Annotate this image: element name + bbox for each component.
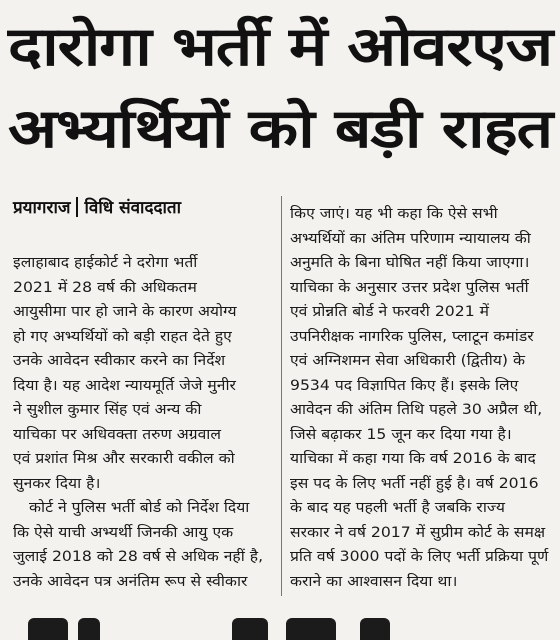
byline-separator xyxy=(76,197,78,217)
byline xyxy=(13,195,181,218)
body-line: के बाद यह पहली भर्ती है जबकि राज्य xyxy=(290,500,505,516)
body-line: हो गए अभ्यर्थियों को बड़ी राहत देते हुए xyxy=(13,328,232,345)
body-line: आयुसीमा पार हो जाने के कारण अयोग्य xyxy=(13,304,237,320)
body-line: सरकार ने वर्ष 2017 में सुप्रीम कोर्ट के समक्ष xyxy=(290,524,546,541)
headline-line-1: दारोगा भर्ती में ओवरएज xyxy=(8,15,552,78)
body-line: एवं प्रशांत मिश्र और सरकारी वकील को xyxy=(13,451,235,467)
body-line: याचिका के अनुसार उत्तर प्रदेश पुलिस भर्ती xyxy=(290,279,529,296)
reporter-credit: विधि संवाददाता xyxy=(84,198,182,218)
body-line: अनुमति के बिना घोषित नहीं किया जाएगा। xyxy=(290,255,530,271)
article-column-right xyxy=(290,202,554,594)
body-line-paragraph-start: कोर्ट ने पुलिस भर्ती बोर्ड को निर्देश दिया xyxy=(29,500,250,516)
headline-line-2: अभ्यर्थियों को बड़ी राहत xyxy=(8,97,552,160)
body-line: एवं अग्निशमन सेवा अधिकारी (द्वितीय) के xyxy=(290,353,526,369)
body-line: इलाहाबाद हाईकोर्ट ने दरोगा भर्ती xyxy=(13,255,198,271)
next-headline-cutoff xyxy=(0,608,560,640)
body-line: याचिका पर अधिवक्ता तरुण अग्रवाल xyxy=(13,426,221,443)
body-line: एवं प्रोन्नति बोर्ड ने फरवरी 2021 में xyxy=(290,304,490,320)
cutoff-glyph xyxy=(28,618,68,640)
dateline: प्रयागराज xyxy=(13,198,71,218)
body-line: कि ऐसे याची अभ्यर्थी जिनकी आयु एक xyxy=(13,524,234,541)
body-line: किए जाएं। यह भी कहा कि ऐसे सभी xyxy=(290,206,498,222)
body-line: दिया है। यह आदेश न्यायमूर्ति जेजे मुनीर xyxy=(13,377,236,394)
body-line: याचिका में कहा गया कि वर्ष 2016 के बाद xyxy=(290,451,536,467)
body-line: 2021 में 28 वर्ष की अधिकतम xyxy=(13,279,197,296)
body-line: जुलाई 2018 को 28 वर्ष से अधिक नहीं है, xyxy=(13,549,264,565)
body-line: 9534 पद विज्ञापित किए हैं। इसके लिए xyxy=(290,377,519,394)
body-line: उनके आवेदन पत्र अनंतिम रूप से स्वीकार xyxy=(13,573,248,590)
body-line: इस पद के लिए भर्ती नहीं हुई है। वर्ष 2016 xyxy=(290,475,539,492)
cutoff-glyph xyxy=(78,618,100,640)
article-column-left xyxy=(13,251,275,594)
body-line: अभ्यर्थियों का अंतिम परिणाम न्यायालय की xyxy=(290,230,531,247)
body-line: आवेदन की अंतिम तिथि पहले 30 अप्रैल थी, xyxy=(290,402,543,418)
body-line: सुनकर दिया है। xyxy=(13,475,101,492)
cutoff-glyph xyxy=(232,618,268,640)
cutoff-glyph xyxy=(360,618,390,640)
cutoff-glyph xyxy=(286,618,336,640)
body-line: प्रति वर्ष 3000 पदों के लिए भर्ती प्रक्रिया पूर्ण xyxy=(290,549,549,565)
body-line: उपनिरीक्षक नागरिक पुलिस, प्लाटून कमांडर xyxy=(290,328,534,345)
body-line: कराने का आश्वासन दिया था। xyxy=(290,573,458,590)
body-line: जिसे बढ़ाकर 15 जून कर दिया गया है। xyxy=(290,426,512,443)
body-line: ने सुशील कुमार सिंह एवं अन्य की xyxy=(13,402,202,418)
body-line: उनके आवेदन स्वीकार करने का निर्देश xyxy=(13,353,226,369)
column-divider xyxy=(281,196,282,596)
